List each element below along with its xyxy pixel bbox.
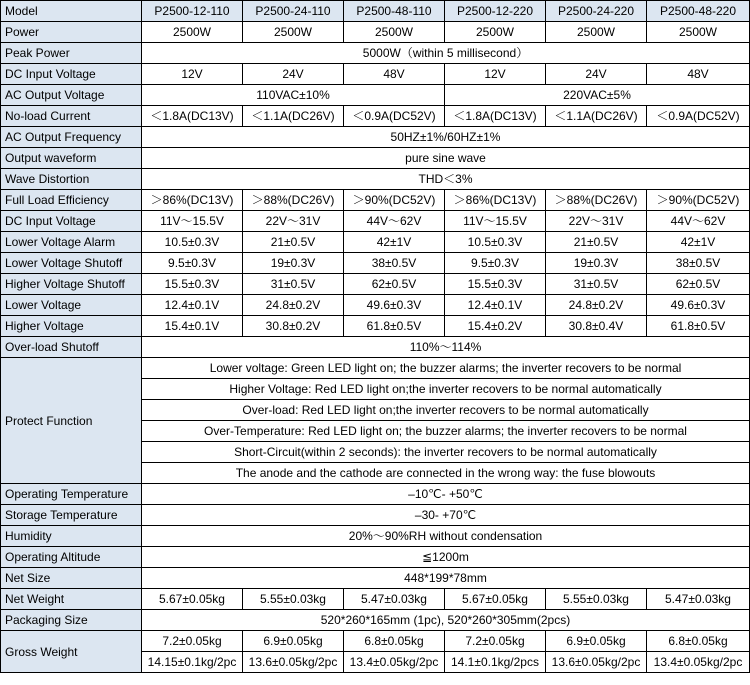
lower-voltage-row <box>1 295 750 316</box>
row-label: DC Input Voltage <box>1 211 142 232</box>
cell-value: 2500W <box>142 22 243 43</box>
cell-value: 30.8±0.4V <box>546 316 647 337</box>
higher-voltage-shutoff-row <box>1 274 750 295</box>
cell-value: ＞86%(DC13V) <box>445 190 546 211</box>
cell-value: ＜1.8A(DC13V) <box>142 106 243 127</box>
cell-value: ＞90%(DC52V) <box>647 190 750 211</box>
header-row <box>1 1 750 22</box>
cell-value: 12V <box>445 64 546 85</box>
cell-value: 24V <box>243 64 344 85</box>
storage-temperature-row <box>1 505 750 526</box>
cell-value: 11V～15.5V <box>142 211 243 232</box>
power-row <box>1 22 750 43</box>
protect-line: Over-load: Red LED light on;the inverter recovers to be normal automatically <box>142 400 750 421</box>
cell-value: 110%～114% <box>142 337 750 358</box>
cell-value: ＜1.1A(DC26V) <box>243 106 344 127</box>
cell-value: 10.5±0.3V <box>142 232 243 253</box>
cell-value: 6.8±0.05kg <box>647 631 750 652</box>
cell-value: 15.5±0.3V <box>445 274 546 295</box>
cell-value: 49.6±0.3V <box>647 295 750 316</box>
protect-line: Higher Voltage: Red LED light on;the inverter recovers to be normal automatically <box>142 379 750 400</box>
cell-value: pure sine wave <box>142 148 750 169</box>
cell-value: ＜0.9A(DC52V) <box>344 106 445 127</box>
cell-value: 13.6±0.05kg/2pc <box>546 652 647 673</box>
protect-line: The anode and the cathode are connected in the wrong way: the fuse blowouts <box>142 463 750 484</box>
peak-power-row <box>1 43 750 64</box>
row-label: Storage Temperature <box>1 505 142 526</box>
cell-value: 7.2±0.05kg <box>142 631 243 652</box>
row-label: Output waveform <box>1 148 142 169</box>
cell-value: 9.5±0.3V <box>142 253 243 274</box>
cell-value: –30- +70℃ <box>142 505 750 526</box>
cell-value: 13.4±0.05kg/2pc <box>344 652 445 673</box>
wave-distortion-row <box>1 169 750 190</box>
row-label: Full Load Efficiency <box>1 190 142 211</box>
packaging-size-row <box>1 610 750 631</box>
row-label: Net Weight <box>1 589 142 610</box>
row-label: Humidity <box>1 526 142 547</box>
cell-value: 10.5±0.3V <box>445 232 546 253</box>
row-label: No-load Current <box>1 106 142 127</box>
cell-value: ≦1200m <box>142 547 750 568</box>
cell-value: 520*260*165mm (1pc), 520*260*305mm(2pcs) <box>142 610 750 631</box>
full-load-efficiency-row <box>1 190 750 211</box>
row-label: Over-load Shutoff <box>1 337 142 358</box>
cell-value: 5.67±0.05kg <box>142 589 243 610</box>
row-label: Lower Voltage Shutoff <box>1 253 142 274</box>
protect-line: Lower voltage: Green LED light on; the buzzer alarms; the inverter recovers to be normal <box>142 358 750 379</box>
cell-value: 13.4±0.05kg/2pc <box>647 652 750 673</box>
lower-voltage-shutoff-row <box>1 253 750 274</box>
protect-function-row <box>1 358 750 379</box>
cell-value: 5.47±0.03kg <box>344 589 445 610</box>
cell-value: 61.8±0.5V <box>647 316 750 337</box>
higher-voltage-row <box>1 316 750 337</box>
model-name: P2500-24-220 <box>546 1 647 22</box>
cell-value: 220VAC±5% <box>445 85 750 106</box>
cell-value: 448*199*78mm <box>142 568 750 589</box>
humidity-row <box>1 526 750 547</box>
cell-value: 5.47±0.03kg <box>647 589 750 610</box>
cell-value: 42±1V <box>647 232 750 253</box>
cell-value: 19±0.3V <box>243 253 344 274</box>
cell-value: 31±0.5V <box>243 274 344 295</box>
cell-value: 6.9±0.05kg <box>243 631 344 652</box>
cell-value: THD＜3% <box>142 169 750 190</box>
row-label: Power <box>1 22 142 43</box>
cell-value: 15.5±0.3V <box>142 274 243 295</box>
cell-value: 42±1V <box>344 232 445 253</box>
cell-value: 49.6±0.3V <box>344 295 445 316</box>
net-size-row <box>1 568 750 589</box>
row-label: Higher Voltage Shutoff <box>1 274 142 295</box>
cell-value: 9.5±0.3V <box>445 253 546 274</box>
dc-input-voltage-row <box>1 64 750 85</box>
row-label: Lower Voltage <box>1 295 142 316</box>
cell-value: 44V～62V <box>647 211 750 232</box>
protect-line: Short-Circuit(within 2 seconds): the inverter recovers to be normal automatically <box>142 442 750 463</box>
model-name: P2500-12-110 <box>142 1 243 22</box>
cell-value: 7.2±0.05kg <box>445 631 546 652</box>
cell-value: 110VAC±10% <box>142 85 445 106</box>
net-weight-row <box>1 589 750 610</box>
cell-value: 5.55±0.03kg <box>243 589 344 610</box>
overload-shutoff-row <box>1 337 750 358</box>
cell-value: ＜1.8A(DC13V) <box>445 106 546 127</box>
row-label: Operating Altitude <box>1 547 142 568</box>
row-label: Wave Distortion <box>1 169 142 190</box>
operating-altitude-row <box>1 547 750 568</box>
row-label: Lower Voltage Alarm <box>1 232 142 253</box>
ac-output-frequency-row <box>1 127 750 148</box>
output-waveform-row <box>1 148 750 169</box>
cell-value: 15.4±0.2V <box>445 316 546 337</box>
model-name: P2500-24-110 <box>243 1 344 22</box>
cell-value: ＜0.9A(DC52V) <box>647 106 750 127</box>
row-label: Higher Voltage <box>1 316 142 337</box>
cell-value: 2500W <box>243 22 344 43</box>
cell-value: ＞88%(DC26V) <box>546 190 647 211</box>
cell-value: 2500W <box>647 22 750 43</box>
cell-value: ＞90%(DC52V) <box>344 190 445 211</box>
row-label: Operating Temperature <box>1 484 142 505</box>
cell-value: –10℃- +50℃ <box>142 484 750 505</box>
model-name: P2500-48-220 <box>647 1 750 22</box>
cell-value: 21±0.5V <box>546 232 647 253</box>
cell-value: 61.8±0.5V <box>344 316 445 337</box>
cell-value: 24.8±0.2V <box>243 295 344 316</box>
cell-value: 19±0.3V <box>546 253 647 274</box>
model-label: Model <box>1 1 142 22</box>
cell-value: 2500W <box>546 22 647 43</box>
lower-voltage-alarm-row <box>1 232 750 253</box>
row-label: Protect Function <box>1 358 142 484</box>
cell-value: 11V～15.5V <box>445 211 546 232</box>
cell-value: 22V～31V <box>546 211 647 232</box>
operating-temperature-row <box>1 484 750 505</box>
cell-value: 5000W（within 5 millisecond） <box>142 43 750 64</box>
cell-value: 2500W <box>344 22 445 43</box>
cell-value: 2500W <box>445 22 546 43</box>
gross-weight-row <box>1 631 750 652</box>
model-name: P2500-48-110 <box>344 1 445 22</box>
cell-value: 48V <box>647 64 750 85</box>
cell-value: 22V～31V <box>243 211 344 232</box>
cell-value: ＜1.1A(DC26V) <box>546 106 647 127</box>
cell-value: 20%～90%RH without condensation <box>142 526 750 547</box>
cell-value: 24.8±0.2V <box>546 295 647 316</box>
cell-value: 50HZ±1%/60HZ±1% <box>142 127 750 148</box>
dc-input-range-row <box>1 211 750 232</box>
cell-value: 44V～62V <box>344 211 445 232</box>
cell-value: 62±0.5V <box>647 274 750 295</box>
cell-value: 13.6±0.05kg/2pc <box>243 652 344 673</box>
cell-value: 12.4±0.1V <box>142 295 243 316</box>
cell-value: 48V <box>344 64 445 85</box>
cell-value: 21±0.5V <box>243 232 344 253</box>
no-load-current-row <box>1 106 750 127</box>
cell-value: 62±0.5V <box>344 274 445 295</box>
cell-value: 12V <box>142 64 243 85</box>
cell-value: 14.1±0.1kg/2pcs <box>445 652 546 673</box>
cell-value: 15.4±0.1V <box>142 316 243 337</box>
cell-value: 14.15±0.1kg/2pc <box>142 652 243 673</box>
row-label: Peak Power <box>1 43 142 64</box>
cell-value: 38±0.5V <box>344 253 445 274</box>
cell-value: 5.55±0.03kg <box>546 589 647 610</box>
row-label: AC Output Voltage <box>1 85 142 106</box>
cell-value: 30.8±0.2V <box>243 316 344 337</box>
cell-value: 6.9±0.05kg <box>546 631 647 652</box>
model-name: P2500-12-220 <box>445 1 546 22</box>
ac-output-voltage-row <box>1 85 750 106</box>
row-label: DC Input Voltage <box>1 64 142 85</box>
row-label: AC Output Frequency <box>1 127 142 148</box>
cell-value: 5.67±0.05kg <box>445 589 546 610</box>
row-label: Gross Weight <box>1 631 142 673</box>
cell-value: 38±0.5V <box>647 253 750 274</box>
row-label: Net Size <box>1 568 142 589</box>
cell-value: ＞86%(DC13V) <box>142 190 243 211</box>
cell-value: 12.4±0.1V <box>445 295 546 316</box>
cell-value: 31±0.5V <box>546 274 647 295</box>
cell-value: 24V <box>546 64 647 85</box>
cell-value: 6.8±0.05kg <box>344 631 445 652</box>
row-label: Packaging Size <box>1 610 142 631</box>
protect-line: Over-Temperature: Red LED light on; the buzzer alarms; the inverter recovers to be normal <box>142 421 750 442</box>
cell-value: ＞88%(DC26V) <box>243 190 344 211</box>
